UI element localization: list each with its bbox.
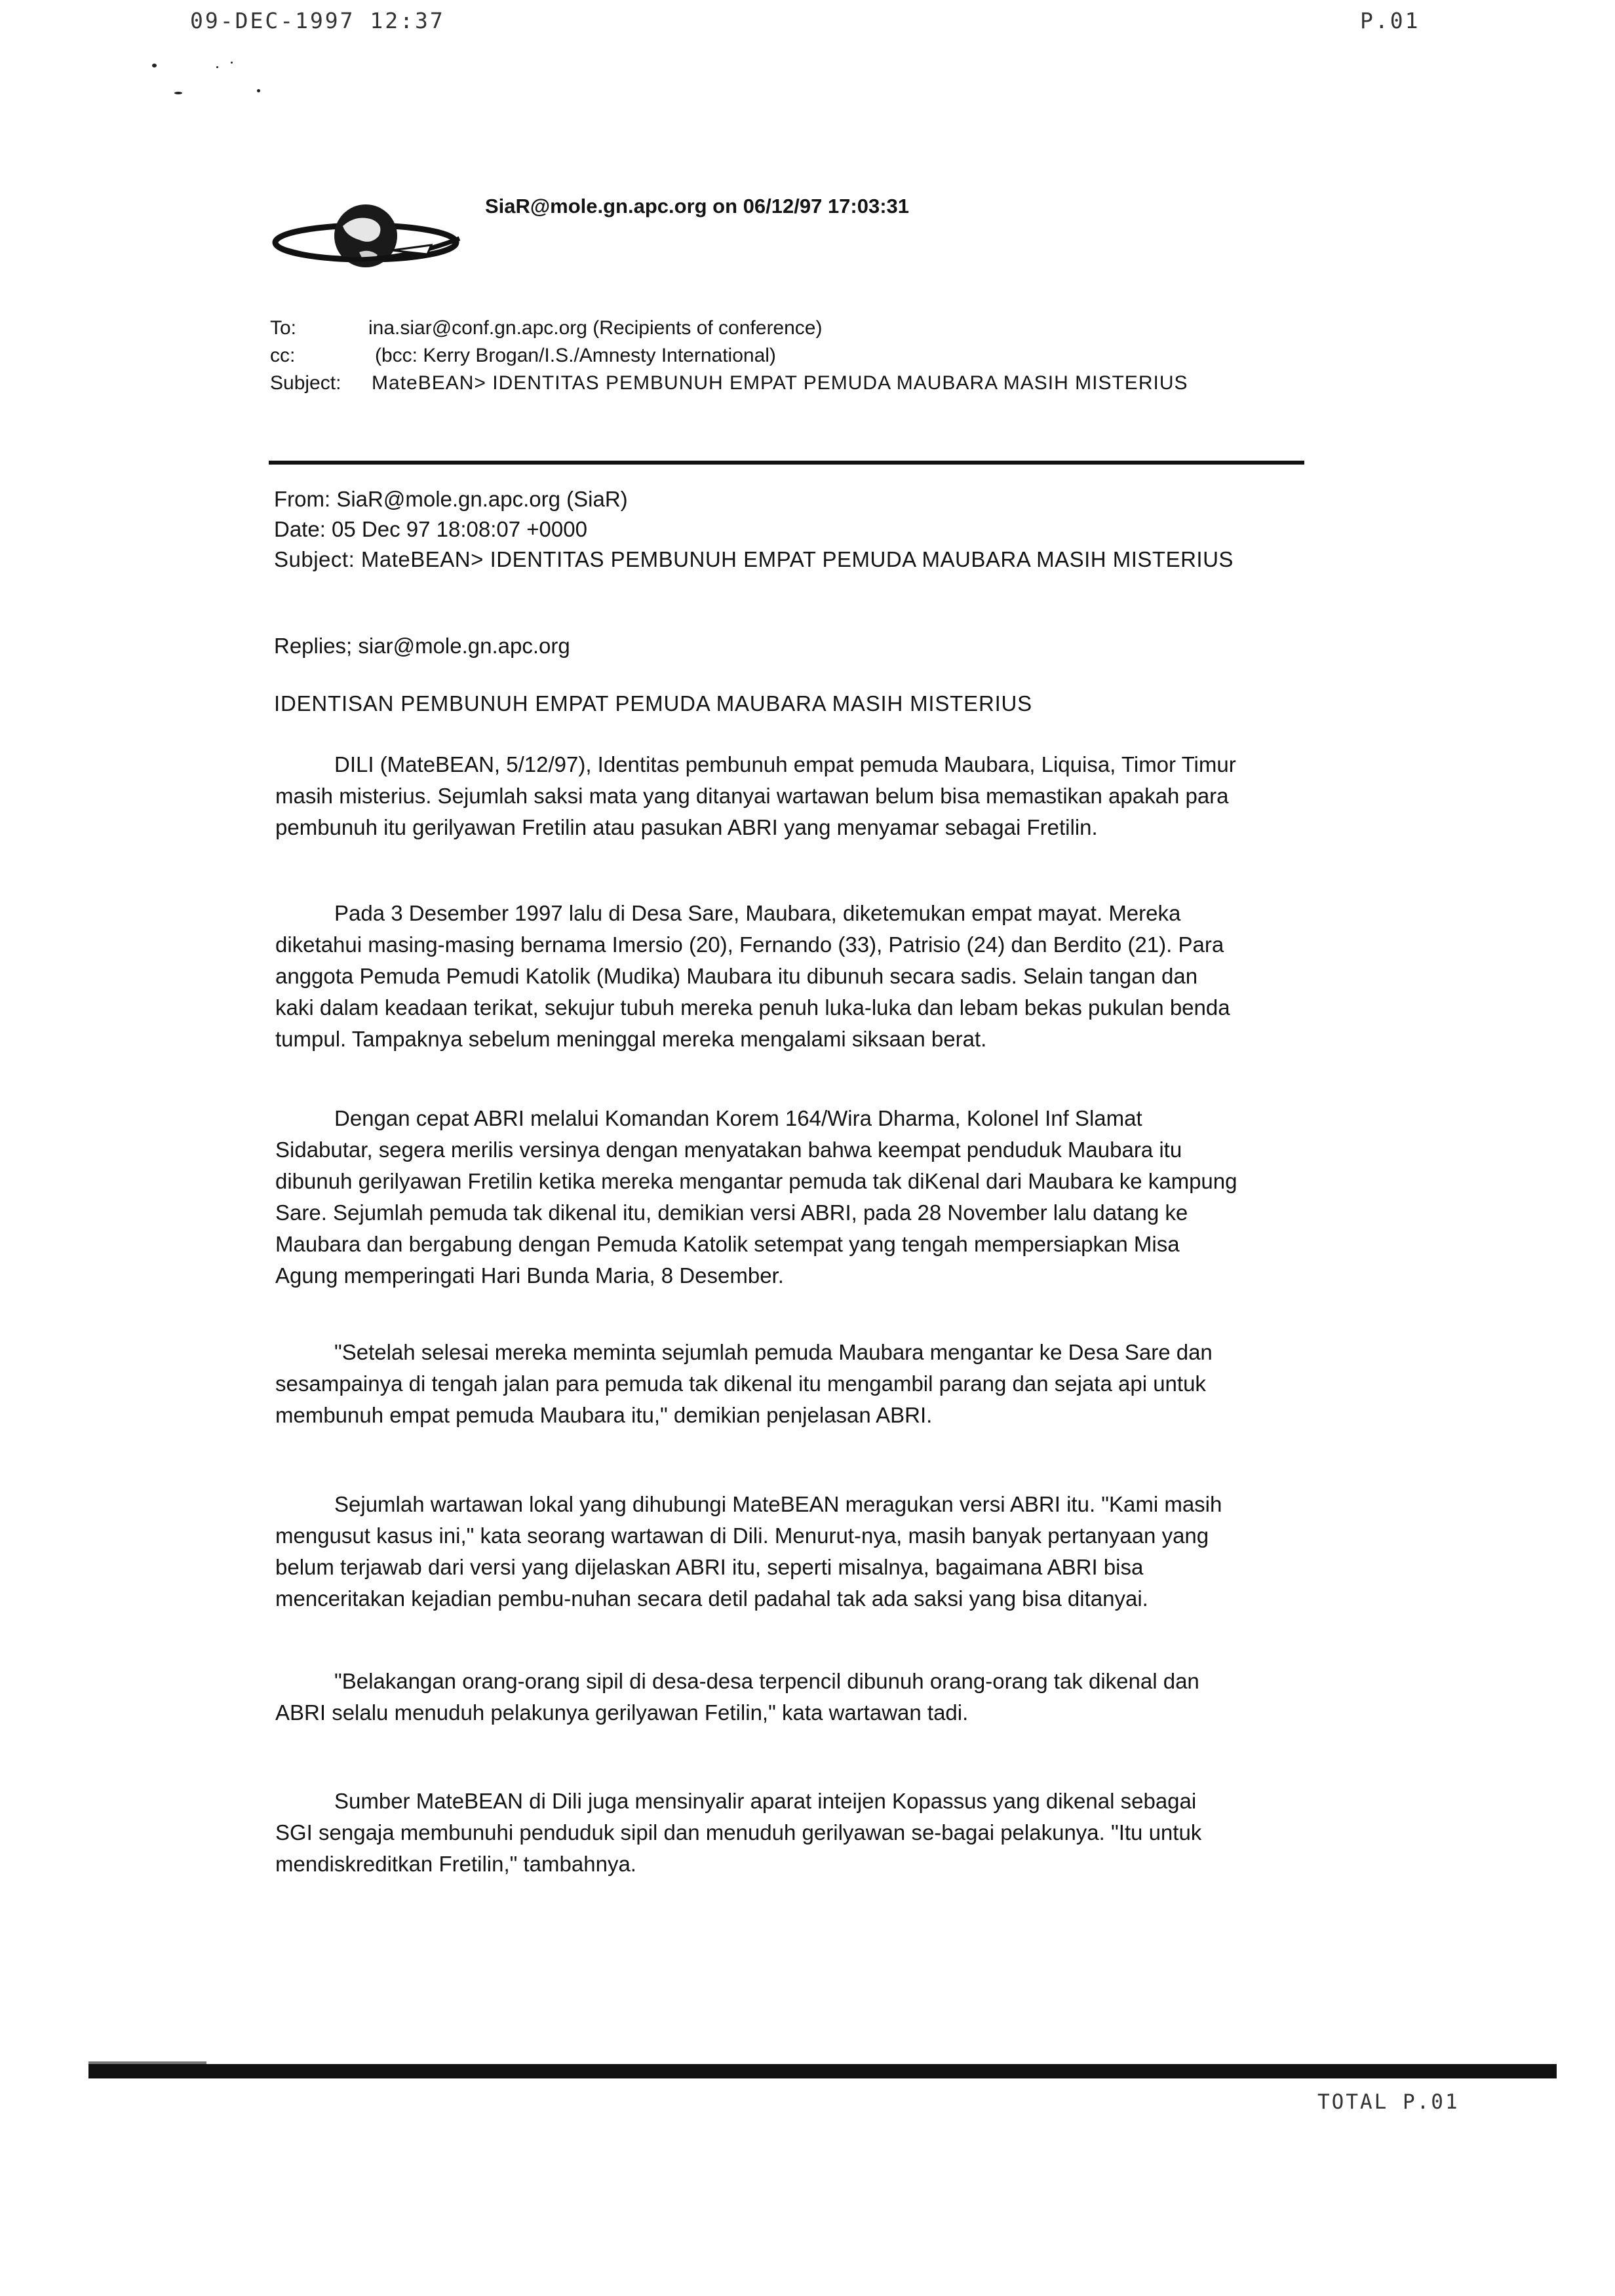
fax-page-number: P.01 — [1360, 8, 1420, 33]
article-paragraph-2: Pada 3 Desember 1997 lalu di Desa Sare, Maubara, diketemukan empat mayat. Mereka diketahui masing-masing bernama Imersio (20), Fernando (33), Patrisio (24) dan Berdito (21). Para anggota Pemuda Pemudi Katolik (Mudika) Maubara itu dibunuh secara sadis. Selain tangan dan kaki dalam keadaan terikat, sekujur tubuh mereka penuh luka-luka dan lebam bekas pukulan benda tumpul. Tampaknya sebelum meninggal mereka mengalami siksaan berat. — [275, 901, 1230, 1051]
email-sender-line: SiaR@mole.gn.apc.org on 06/12/97 17:03:31 — [485, 195, 910, 218]
to-label: To: — [270, 317, 297, 339]
article-paragraph-7: Sumber MateBEAN di Dili juga mensinyalir aparat inteijen Kopassus yang dikenal sebagai SGI sengaja membunuhi penduduk sipil dan menuduh gerilyawan se-bagai pelakunya. "Itu untuk mendiskreditkan Fretilin," tambahnya. — [275, 1789, 1202, 1876]
article-paragraph-5: Sejumlah wartawan lokal yang dihubungi MateBEAN meragukan versi ABRI itu. "Kami masih mengusut kasus ini," kata seorang wartawan di Dili. Menurut-nya, masih banyak pertanyaan yang belum terjawab dari versi yang dijelaskan ABRI itu, seperti misalnya, bagaimana ABRI bisa menceritakan kejadian pembu-nuhan secara detil padahal tak ada saksi yang bisa ditanyai. — [275, 1492, 1222, 1611]
forward-subject: Subject: MateBEAN> IDENTITAS PEMBUNUH EMPAT PEMUDA MAUBARA MASIH MISTERIUS — [274, 547, 1234, 571]
article-paragraph-6: "Belakangan orang-orang sipil di desa-desa terpencil dibunuh orang-orang tak dikenal dan ABRI selalu menuduh pelakunya gerilyawan Fetilin," kata wartawan tadi. — [275, 1669, 1199, 1725]
subject-value: MateBEAN> IDENTITAS PEMBUNUH EMPAT PEMUDA MAUBARA MASIH MISTERIUS — [372, 372, 1188, 394]
forward-from: From: SiaR@mole.gn.apc.org (SiaR) — [274, 487, 628, 511]
fax-footer-bar — [88, 2064, 1557, 2078]
forward-date: Date: 05 Dec 97 18:08:07 +0000 — [274, 517, 587, 541]
fax-total-pages: TOTAL P.01 — [1317, 2090, 1460, 2114]
to-value: ina.siar@conf.gn.apc.org (Recipients of conference) — [368, 317, 823, 339]
article-paragraph-3: Dengan cepat ABRI melalui Komandan Korem 164/Wira Dharma, Kolonel Inf Slamat Sidabutar, segera merilis versinya dengan menyatakan bahwa keempat penduduk Maubara itu dibunuh gerilyawan Fretilin ketika mereka mengantar pemuda tak diKenal dari Maubara ke kampung Sare. Sejumlah pemuda tak dikenal itu, demikian versi ABRI, pada 28 November lalu datang ke Maubara dan bergabung dengan Pemuda Katolik setempat yang tengah mempersiapkan Misa Agung memperingati Hari Bunda Maria, 8 Desember. — [275, 1106, 1237, 1288]
article-paragraph-4: "Setelah selesai mereka meminta sejumlah pemuda Maubara mengantar ke Desa Sare dan sesampainya di tengah jalan para pemuda tak dikenal itu mengambil parang dan sejata api untuk membunuh empat pemuda Maubara itu," demikian penjelasan ABRI. — [275, 1340, 1213, 1427]
email-cc-row — [270, 345, 776, 367]
globe-logo-icon — [267, 197, 471, 282]
email-to-row — [270, 317, 822, 339]
article-title: IDENTISAN PEMBUNUH EMPAT PEMUDA MAUBARA MASIH MISTERIUS — [274, 691, 1032, 716]
article-paragraph-1: DILI (MateBEAN, 5/12/97), Identitas pembunuh empat pemuda Maubara, Liquisa, Timor Timur masih misterius. Sejumlah saksi mata yang ditanyai wartawan belum bisa memastikan apakah para pembunuh itu gerilyawan Fretilin atau pasukan ABRI yang menyamar sebagai Fretilin. — [275, 752, 1236, 839]
cc-value: (bcc: Kerry Brogan/I.S./Amnesty International) — [375, 345, 776, 366]
fax-footer-bar-fade — [88, 2061, 206, 2064]
subject-label: Subject: — [270, 372, 341, 394]
forward-replies: Replies; siar@mole.gn.apc.org — [274, 634, 570, 658]
cc-label: cc: — [270, 345, 296, 366]
header-separator — [269, 461, 1304, 465]
email-subject-row — [270, 372, 1188, 394]
fax-timestamp: 09-DEC-1997 12:37 — [190, 8, 445, 33]
